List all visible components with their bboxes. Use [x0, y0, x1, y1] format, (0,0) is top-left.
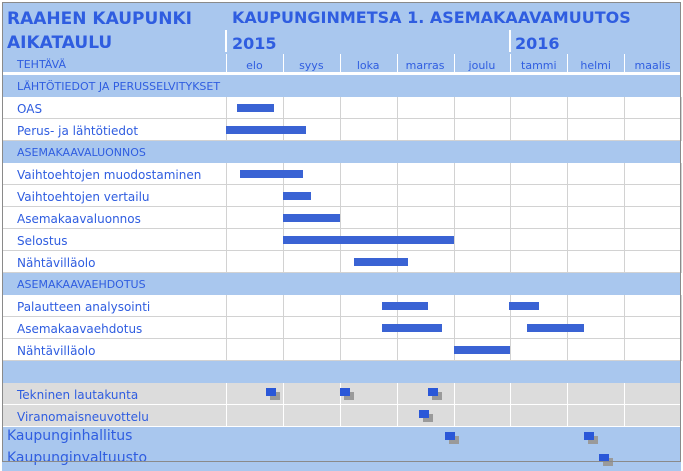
month-grid-line: [681, 339, 682, 361]
row-label-council: Kaupunginvaltuusto: [7, 450, 148, 466]
month-grid-line: [681, 251, 682, 273]
row-label-task: Selostus: [17, 234, 68, 248]
outer-frame: [2, 2, 681, 462]
row-label-task: Vaihtoehtojen muodostaminen: [17, 168, 202, 182]
task-column-header: TEHTÄVÄ: [17, 58, 66, 71]
month-grid-line: [681, 185, 682, 207]
month-grid-line: [681, 229, 682, 251]
row-label-task: Nähtävilläolo: [17, 344, 96, 358]
month-grid-line: [681, 163, 682, 185]
row-label-task: Perus- ja lähtötiedot: [17, 124, 139, 138]
project-title: KAUPUNGINMETSA 1. ASEMAKAAVAMUUTOS: [232, 8, 631, 27]
month-label-maalis: maalis: [634, 59, 671, 72]
year-2015: 2015: [232, 34, 277, 53]
month-grid-line: [681, 405, 682, 427]
row-label-task: Palautteen analysointi: [17, 300, 151, 314]
row-label-meeting: Viranomaisneuvottelu: [17, 410, 149, 424]
month-grid-line: [681, 317, 682, 339]
month-grid-line: [681, 207, 682, 229]
row-label-task: Nähtävilläolo: [17, 256, 96, 270]
month-grid-line: [681, 383, 682, 405]
row-label-section: LÄHTÖTIEDOT JA PERUSSELVITYKSET: [17, 80, 221, 93]
month-label-syys: syys: [299, 59, 324, 72]
month-grid-line: [681, 295, 682, 317]
row-label-task: Asemakaavaluonnos: [17, 212, 141, 226]
row-label-section: ASEMAKAAVAEHDOTUS: [17, 278, 146, 291]
row-label-council: Kaupunginhallitus: [7, 428, 133, 444]
month-label-elo: elo: [246, 59, 263, 72]
row-label-task: Asemakaavaehdotus: [17, 322, 143, 336]
row-label-task: Vaihtoehtojen vertailu: [17, 190, 150, 204]
month-grid-line: [681, 97, 682, 119]
month-grid-line: [681, 119, 682, 141]
schedule-label: AIKATAULU: [7, 33, 113, 53]
row-label-task: OAS: [17, 102, 43, 116]
month-label-tammi: tammi: [521, 59, 557, 72]
org-name: RAAHEN KAUPUNKI: [7, 9, 192, 29]
row-label-meeting: Tekninen lautakunta: [17, 388, 139, 402]
row-label-section: ASEMAKAAVALUONNOS: [17, 146, 146, 159]
month-label-loka: loka: [356, 59, 380, 72]
month-label-helmi: helmi: [580, 59, 611, 72]
month-label-marras: marras: [405, 59, 445, 72]
month-label-joulu: joulu: [468, 59, 496, 72]
year-2016: 2016: [515, 34, 560, 53]
header-month-divider: [681, 54, 682, 73]
